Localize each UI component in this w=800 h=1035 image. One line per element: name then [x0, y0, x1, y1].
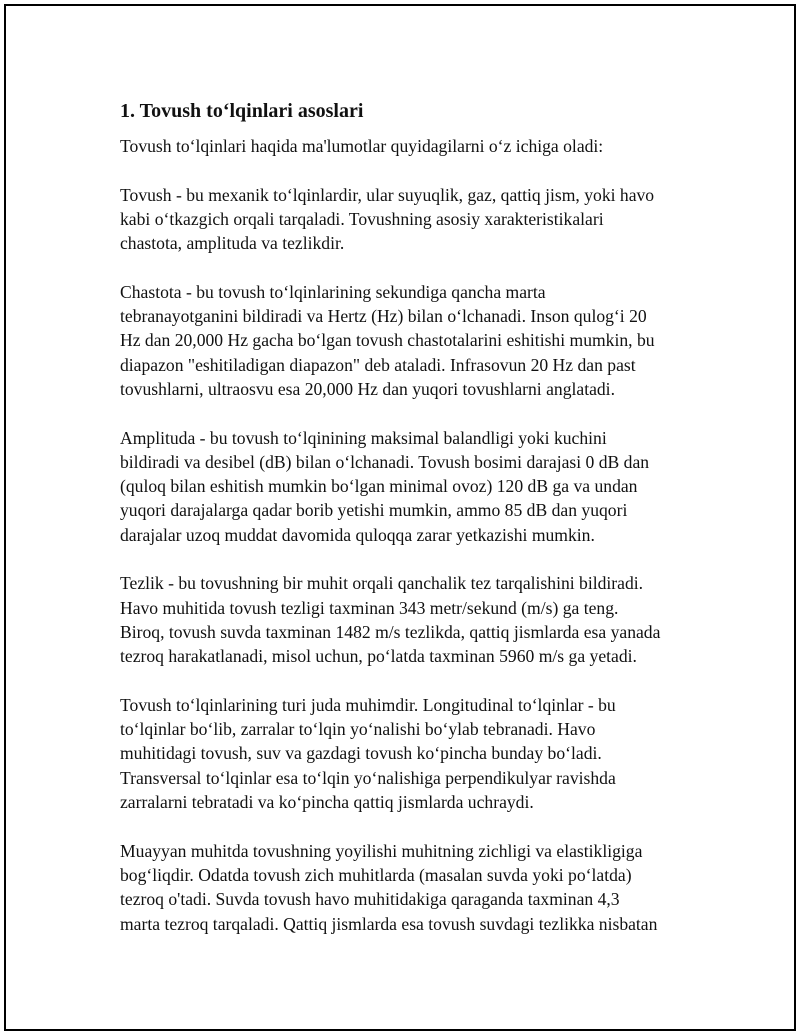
paragraph-chastota [120, 280, 700, 401]
section-heading: 1. Tovush to‘lqinlari asoslari [120, 100, 364, 122]
paragraph-amplituda [120, 426, 700, 547]
text-line: Hz dan 20,000 Hz gacha bo‘lgan tovush chastotalarini eshitishi mumkin, bu [120, 330, 655, 351]
text-line: bog‘liqdir. Odatda tovush zich muhitlarda (masalan suvda yoki po‘latda) [120, 864, 632, 885]
text-line: (quloq bilan eshitish mumkin bo‘lgan minimal ovoz) 120 dB ga va undan [120, 476, 638, 497]
text-line: bildiradi va desibel (dB) bilan o‘lchanadi. Tovush bosimi darajasi 0 dB dan [120, 451, 650, 472]
text-line: tezroq o'tadi. Suvda tovush havo muhitidakiga qaraganda taxminan 4,3 [120, 889, 620, 910]
text-line: marta tezroq tarqaladi. Qattiq jismlarda esa tovush suvdagi tezlikka nisbatan [120, 913, 658, 934]
text-line: chastota, amplituda va tezlikdir. [120, 233, 345, 254]
text-line: zarralarni tebratadi va ko‘pincha qattiq jismlarda uchraydi. [120, 792, 534, 813]
paragraph-tezlik [120, 571, 700, 668]
text-line: Tezlik - bu tovushning bir muhit orqali qanchalik tez tarqalishini bildiradi. [120, 573, 644, 594]
text-line: Tovush to‘lqinlari haqida ma'lumotlar quyidagilarni o‘z ichiga oladi: [120, 136, 604, 156]
document-body [120, 98, 700, 960]
text-line: Tovush to‘lqinlarining turi juda muhimdir. Longitudinal to‘lqinlar - bu [120, 694, 616, 715]
text-line: tovushlarni, ultraosvu esa 20,000 Hz dan yuqori tovushlarni anglatadi. [120, 378, 615, 399]
text-line: diapazon "eshitiladigan diapazon" deb ataladi. Infrasovun 20 Hz dan past [120, 354, 636, 375]
text-line: tebranayotganini bildiradi va Hertz (Hz) bilan o‘lchanadi. Inson qulog‘i 20 [120, 306, 647, 327]
paragraph-medium [120, 839, 700, 936]
text-line: tezroq harakatlanadi, misol uchun, po‘latda taxminan 5960 m/s ga yetadi. [120, 646, 637, 667]
text-line: Biroq, tovush suvda taxminan 1482 m/s tezlikda, qattiq jismlarda esa yanada [120, 621, 661, 642]
text-line: Muayyan muhitda tovushning yoyilishi muhitning zichligi va elastikligiga [120, 840, 643, 861]
document-page [4, 4, 796, 1031]
paragraph-tovush [120, 183, 700, 256]
paragraph-wave-types [120, 693, 700, 814]
text-line: Transversal to‘lqinlar esa to‘lqin yo‘nalishiga perpendikulyar ravishda [120, 767, 616, 788]
text-line: Chastota - bu tovush to‘lqinlarining sekundiga qancha marta [120, 281, 546, 302]
text-line: Tovush - bu mexanik to‘lqinlardir, ular suyuqlik, gaz, qattiq jism, yoki havo [120, 184, 655, 205]
text-line: Amplituda - bu tovush to‘lqinining maksimal balandligi yoki kuchini [120, 427, 607, 448]
text-line: darajalar uzoq muddat davomida quloqqa zarar yetkazishi mumkin. [120, 524, 595, 545]
text-line: Havo muhitida tovush tezligi taxminan 343 metr/sekund (m/s) ga teng. [120, 597, 619, 618]
text-line: to‘lqinlar bo‘lib, zarralar to‘lqin yo‘nalishi bo‘ylab tebranadi. Havo [120, 719, 596, 740]
paragraph-intro [120, 134, 700, 158]
text-line: yuqori darajalarga qadar borib yetishi mumkin, ammo 85 dB dan yuqori [120, 500, 628, 521]
text-line: muhitidagi tovush, suv va gazdagi tovush ko‘pincha bunday bo‘ladi. [120, 743, 602, 764]
text-line: kabi o‘tkazgich orqali tarqaladi. Tovushning asosiy xarakteristikalari [120, 208, 604, 229]
